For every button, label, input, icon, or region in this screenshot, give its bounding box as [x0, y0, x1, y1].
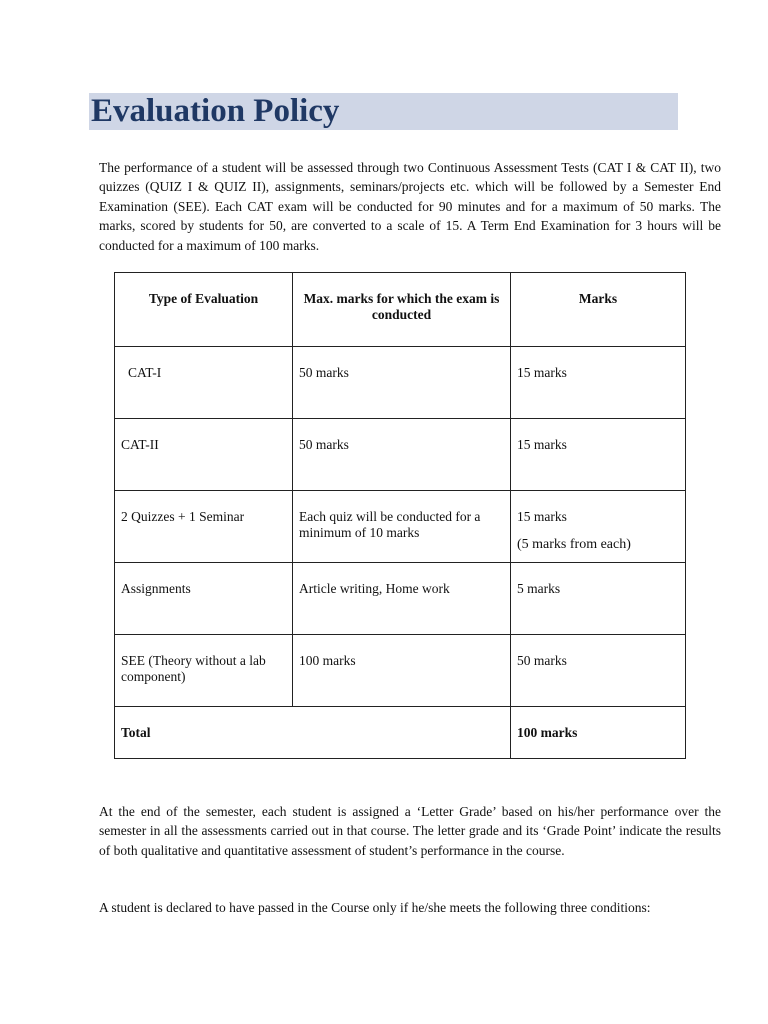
intro-paragraph: The performance of a student will be assessed through two Continuous Assessment Tests (CAT I & CAT II), two quizzes (QUIZ I & QUIZ II), assignments, seminars/projects etc. which will be followed by a Semester End Examination (SEE). Each CAT exam will be conducted for 90 minutes and for a maximum of 50 marks. The marks, scored by students for 50, are converted to a scale of 15. A Term End Examination for 3 hours will be conducted for a maximum of 100 marks. — [99, 160, 721, 253]
header-type: Type of Evaluation — [115, 273, 293, 347]
cell-marks: 15 marks — [511, 347, 686, 419]
header-max-marks: Max. marks for which the exam is conducted — [293, 273, 511, 347]
evaluation-table — [114, 272, 686, 759]
page-title: Evaluation Policy — [91, 93, 340, 129]
cell-marks: 50 marks — [511, 635, 686, 707]
table-header-row — [115, 273, 686, 347]
header-marks: Marks — [511, 273, 686, 347]
marks-note: (5 marks from each) — [517, 537, 631, 552]
cell-marks-with-note — [511, 491, 686, 563]
cell-type: 2 Quizzes + 1 Seminar — [115, 491, 293, 563]
cell-max: 50 marks — [293, 419, 511, 491]
cell-type: CAT-I — [115, 347, 293, 419]
table-row — [115, 635, 686, 707]
cell-type: CAT-II — [115, 419, 293, 491]
table-row — [115, 491, 686, 563]
table-row — [115, 419, 686, 491]
table-total-row — [115, 707, 686, 759]
cell-max: 100 marks — [293, 635, 511, 707]
cell-type: SEE (Theory without a lab component) — [115, 635, 293, 707]
total-label: Total — [115, 707, 511, 759]
cell-marks: 5 marks — [511, 563, 686, 635]
cell-marks: 15 marks — [517, 509, 567, 524]
total-marks: 100 marks — [511, 707, 686, 759]
cell-marks: 15 marks — [511, 419, 686, 491]
cell-type: Assignments — [115, 563, 293, 635]
table-row — [115, 563, 686, 635]
pass-conditions-paragraph: A student is declared to have passed in the Course only if he/she meets the following three conditions: — [99, 900, 651, 915]
cell-max: 50 marks — [293, 347, 511, 419]
table-row — [115, 347, 686, 419]
grading-paragraph: At the end of the semester, each student is assigned a ‘Letter Grade’ based on his/her performance over the semester in all the assessments carried out in that course. The letter grade and its ‘Grade Point’ indicate the results of both qualitative and quantitative assessment of student’s performance in the course. — [99, 804, 721, 858]
cell-max: Each quiz will be conducted for a minimum of 10 marks — [293, 491, 511, 563]
cell-max: Article writing, Home work — [293, 563, 511, 635]
